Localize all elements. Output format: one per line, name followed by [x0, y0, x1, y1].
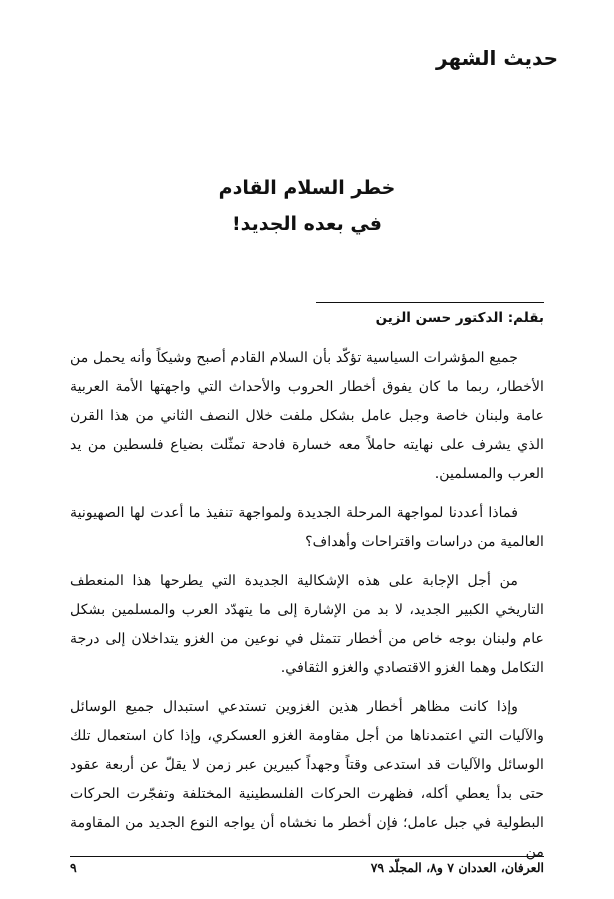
page-number: ٩	[70, 860, 77, 875]
article-title-line-1: خطر السلام القادم	[218, 177, 396, 199]
page-footer	[70, 856, 544, 879]
paragraph: جميع المؤشرات السياسية تؤكّد بأن السلام القادم أصبح وشيكاً وأنه يحمل من الأخطار، ربما ما كان يفوق أخطار الحروب والأحداث التي واجهتها الأمة العربية عامة ولبنان خاصة وجبل عامل بشكل ملفت خلال النصف الثاني من هذا القرن الذي يشرف على نهايته حاملاً معه خسارة فادحة تمثّلت بضياع فلسطين من يد العرب والمسلمين.	[70, 350, 544, 482]
section-header: حديث الشهر	[436, 46, 558, 70]
article-body	[70, 344, 544, 877]
paragraph: فماذا أعددنا لمواجهة المرحلة الجديدة ولمواجهة تنفيذ ما أعدت لها الصهيونية العالمية من دراسات واقتراحات وأهداف؟	[70, 505, 544, 550]
author-byline: بقلم: الدكتور حسن الزين	[316, 302, 544, 327]
article-title-line-2: في بعده الجديد!	[231, 213, 383, 235]
paragraph: وإذا كانت مظاهر أخطار هذين الغزوين تستدعي استبدال جميع الوسائل والآليات التي اعتمدناها من أجل مقاومة الغزو العسكري، وإذا كان استعمال تلك الوسائل والآليات قد استدعى وقتاً وجهداً كبيرين عبر زمن لا يقلّ عن أربعة عقود حتى بدأ يعطي أكله، فظهرت الحركات الفلسطينية المختلفة وتفجّرت الحركات البطولية في جبل عامل؛ فإن أخطر ما نخشاه أن يواجه النوع الجديد من المقاومة من	[70, 699, 544, 860]
article-title	[0, 170, 614, 242]
journal-issue-info: العرفان، العددان ٧ و٨، المجلّد ٧٩	[370, 860, 544, 875]
paragraph: من أجل الإجابة على هذه الإشكالية الجديدة التي يطرحها هذا المنعطف التاريخي الكبير الجديد، لا بد من الإشارة إلى ما يتهدّد العرب والمسلمين بشكل عام ولبنان بوجه خاص من أخطار تتمثل في نوعين من الغزو يتداخلان إلى درجة التكامل وهما الغزو الاقتصادي والغزو الثقافي.	[70, 573, 544, 676]
